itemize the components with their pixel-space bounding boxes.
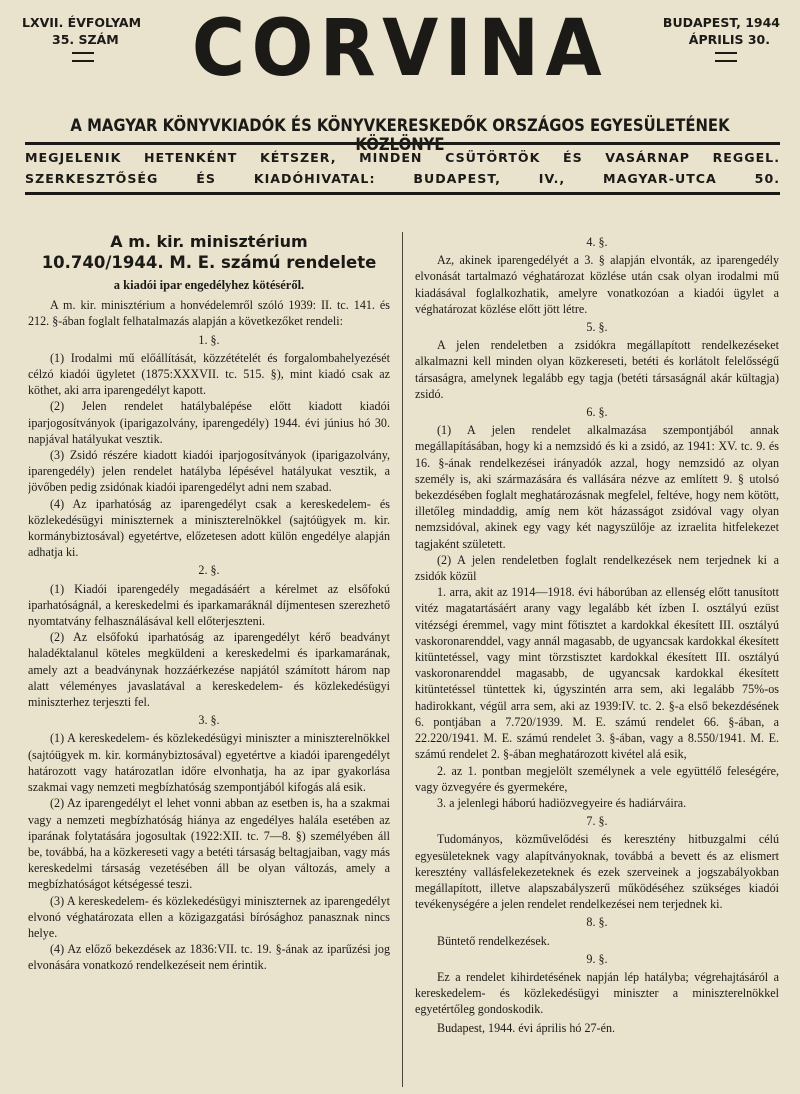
masthead [0, 0, 800, 205]
paragraph: Ez a rendelet kihirdetésének napján lép hatályba; végrehajtásáról a kereskedelem- és közlekedésügyi miniszter a miniszterelnökkel egyetértőleg gondoskodik. [415, 969, 779, 1017]
paragraph: A jelen rendeletben a zsidókra megállapított rendelkezéseket alkalmazni kell minden olyan közkereseti, betéti és korlátolt felelősségű társaságra, amelynek legalább egy tagja (betéti társaságnál akár kültagja) zsidó. [415, 338, 779, 401]
publication-schedule: MEGJELENIK HETENKÉNT KÉTSZER, MINDEN CSÜTÖRTÖK ÉS VASÁRNAP REGGEL. [25, 150, 780, 165]
column-divider [402, 232, 403, 1087]
editorial-address: SZERKESZTŐSÉG ÉS KIADÓHIVATAL: BUDAPEST, IV., MAGYAR-UTCA 50. [25, 171, 780, 186]
masthead-rule-bottom [25, 192, 780, 195]
list-item: 3. a jelenlegi háború hadiözvegyeire és hadiárváira. [437, 795, 687, 810]
article-column-right [415, 232, 779, 1090]
section-heading-2: 2. §. [198, 563, 220, 578]
paragraph: (1) A kereskedelem- és közlekedésügyi miniszter a miniszterelnökkel (sajtóügyek m. kir. kormánybiztosával) egyetértve a kiadói iparengedélyt határozott vagy határozatlan időre elvonhatja, ha az ipar gyakorlása szakmai vagy nemzeti megbízhatóság szempontjából kifogás alá esik. [28, 731, 390, 795]
newspaper-title: CORVINA [191, 4, 609, 94]
paragraph: (2) Jelen rendelet hatálybalépése előtt kiadott kiadói iparjogosítványok (iparigazolvány, iparengedély) 1944. évi június hó 30. napjával hatályukat vesztik. [28, 399, 390, 446]
signing-date: Budapest, 1944. évi április hó 27-én. [437, 1020, 616, 1035]
date-info [663, 14, 780, 62]
paragraph: (2) Az elsőfokú iparhatóság az iparengedélyt kérő beadványt haladéktalanul köteles megküldeni a kereskedelmi és iparkamarának, amely azt a beadványnak hozzáérkezése napjától számított három nap alatt véleményes javaslatával a kereskedelem- és közlekedésügyi miniszterhez terjeszti fel. [28, 630, 390, 710]
paragraph: (2) Az iparengedélyt el lehet vonni abban az esetben is, ha a szakmai vagy a nemzeti megbízhatóság hiánya az engedélyes halála esetében az iparának folytatására jogosultak (1922:XII. tc. 7—8. §) személyében áll be, továbbá, ha a közkereseti vagy a betéti társaság beltagjaiban, vagy más kereskedelmi társaság vezetésében áll be olyan változás, amely a megbízhatóságot kétségessé teszi. [28, 796, 390, 892]
section-heading-4: 4. §. [586, 235, 608, 249]
paragraph: (3) A kereskedelem- és közlekedésügyi miniszternek az iparengedélyt elvonó véghatározata ellen a közigazgatási bírósághoz panasznak nincs helye. [28, 893, 390, 940]
section-heading-6: 6. §. [586, 405, 608, 420]
masthead-rule-top [25, 142, 780, 145]
section-heading-8: 8. §. [586, 915, 608, 930]
paragraph: (3) Zsidó részére kiadott kiadói iparjogosítványok (iparigazolvány, iparengedély) jelen rendelet hatályba lépésével hatályukat vesztik, a jövőben pedig zsidónak kiadói iparengedélyt adni nem szabad. [28, 448, 390, 495]
paragraph: Az, akinek iparengedélyét a 3. § alapján elvonták, az iparengedély elvonását tartalmazó véghatározat közlése után csak olyan irodalmi mű kiadásával foglalkozhatik, amelyre vonatkozóan a kiadói ügylet a véghatározat közlése előtt jött létre. [415, 253, 779, 316]
paragraph: (1) A jelen rendelet alkalmazása szempontjából annak megállapításában, hogy ki a nemzsidó és ki a zsidó, az 1941: XV. tc. 9. és 16. §-ának rendelkezései irányadók azzal, hogy nemzsidó az olyan személy is, aki származására és vallására nézve az említett 9. § utolsó bekezdésében foglalt meghatározásnak megfelel, feltéve, hogy nem kötött, illetőleg mindaddig, amíg nem köt házasságot zsidóval vagy olyan nemzsidóval, akinek egy vagy két nagyszülője az izraelita hitfelekezet tagjaként született. [415, 423, 779, 551]
section-heading-7: 7. §. [586, 814, 608, 829]
section-heading-1: 1. §. [198, 332, 220, 347]
list-item: 1. arra, akit az 1914—1918. évi háborúban az ellenség előtt tanusított vitéz magatartásáért arany vagy legalább két ízben I. osztályú ezüst vitézségi éremmel, vagy mint főtisztet a kardokkal ékesített III. osztályú vaskoronarenddel, vagy annál magasabb, de ugyancsak kardokkal ékesített kitüntetéssel, vagy mint törzstisztet kardokkal ékesített III. osztályú vaskoronarenddel magasabb, de ugyancsak kardokkal ékesített kitüntetéssel tüntettek ki, úgyszintén arra sem, aki legalább 75%-os hadirokkant, végül arra sem, aki az 1939:IV. tc. 2. §-a első bekezdésének 6. pontjában a 7.720/1939. M. E. számú rendelet 66. §-ában, a 22.220/1941. M. E. számú rendelet 3. §-ában, vagy a 8.550/1941. M. E. számú rendelet 2. §-ában meghatározott kivétel alá esik, [415, 585, 779, 762]
volume-label: LXVII. ÉVFOLYAM [22, 15, 142, 30]
section-heading-3: 3. §. [198, 713, 220, 728]
issue-date: ÁPRILIS 30. [688, 32, 770, 47]
paragraph: (1) Irodalmi mű előállítását, közzétételét és forgalombahelyezését célzó kiadói ügyletet (1875:XXXVII. tc. 515. §), mint kiadó csak az köthet, aki arra iparengedélyt kapott. [28, 350, 390, 398]
paragraph: (1) Kiadói iparengedély megadásáért a kérelmet az elsőfokú iparhatóságnál, a kereskedelmi és iparkamaráknál díjmentesen szerezhető nyomtatvány felhasználásával kell előterjeszteni. [28, 581, 390, 629]
paragraph: (2) A jelen rendeletben foglalt rendelkezések nem terjednek ki a zsidók közül [415, 552, 779, 584]
issue-number: 35. SZÁM [52, 32, 119, 47]
article-heading-line2: 10.740/1944. M. E. számú rendelete [41, 253, 377, 272]
place-year: BUDAPEST, 1944 [662, 15, 780, 30]
article-column-left [28, 232, 390, 1090]
paragraph: (4) Az előző bekezdések az 1836:VII. tc. 19. §-ának az iparűzési jog elvonására vonatkozó rendelkezéseit nem érintik. [28, 942, 390, 973]
paragraph: Büntető rendelkezések. [437, 933, 550, 948]
paragraph: (4) Az iparhatóság az iparengedélyt csak a kereskedelem- és közlekedésügyi miniszternek a miniszterelnökkel (sajtóügyek m. kir. kormánybiztosával) egyetértve, előzetesen adott külön engedélye alapján adhatja ki. [28, 496, 390, 560]
section-heading-9: 9. §. [586, 951, 608, 966]
article-intro: A m. kir. minisztérium a honvédelemről szóló 1939: II. tc. 141. és 212. §-ában foglalt felhatalmazás alapján a következőket rendeli: [28, 298, 390, 329]
ornament-right [715, 52, 737, 62]
newspaper-subtitle: A MAGYAR KÖNYVKIADÓK ÉS KÖNYVKERESKEDŐK ORSZÁGOS EGYESÜLETÉNEK KÖZLÖNYE [70, 116, 730, 154]
section-heading-5: 5. §. [586, 320, 608, 335]
article-heading-line1: A m. kir. minisztérium [110, 232, 308, 251]
list-item: 2. az 1. pontban megjelölt személynek a vele együttélő feleségére, vagy özvegyére és gyermekére, [415, 763, 779, 794]
article-subheading: a kiadói ipar engedélyhez kötéséről. [113, 278, 305, 292]
paragraph: Tudományos, közművelődési és keresztény hitbuzgalmi célú egyesületeknek vagy alapítványoknak, továbbá a bevett és az elismert keresztény vallásfelekezeteknek és ezek szerveinek a jogszabályokban megállapított, illetve alapszabályszerű működéséhez szükséges kiadói tevékenységére a jelen rendelet rendelkezései nem terjednek ki. [415, 832, 779, 912]
